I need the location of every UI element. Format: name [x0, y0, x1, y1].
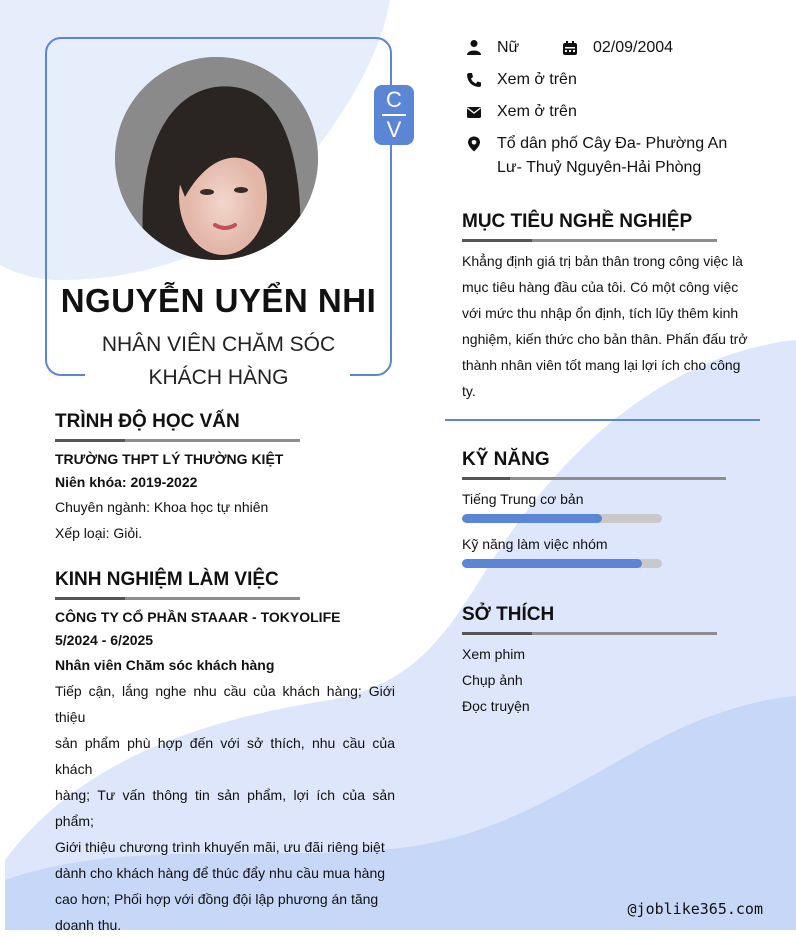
role-line2: KHÁCH HÀNG: [148, 366, 289, 389]
experience-period: 5/2024 - 6/2025: [55, 632, 154, 648]
experience-line: doanh thu.: [55, 917, 122, 933]
experience-title: KINH NGHIỆM LÀM VIỆC: [55, 569, 279, 590]
education-title: TRÌNH ĐỘ HỌC VẤN: [55, 411, 240, 432]
email-text: Xem ở trên: [497, 103, 577, 120]
phone-text: Xem ở trên: [497, 71, 577, 88]
hobbies-rule: [462, 632, 717, 635]
objective-text: [462, 248, 750, 404]
experience-line: hàng; Tư vấn thông tin sản phẩm, lợi ích của sản phẩm;: [55, 787, 395, 829]
hobby-item: Xem phim: [462, 646, 526, 662]
profile-photo: [115, 57, 318, 260]
objective-rule: [462, 239, 717, 242]
birthday-text: 02/09/2004: [593, 39, 674, 56]
experience-text: [55, 678, 395, 938]
objective-line: mục tiêu hàng đầu của tôi. Có một công việc: [462, 279, 739, 295]
experience-line: Tiếp cận, lắng nghe nhu cầu của khách hàng; Giới thiệu: [55, 683, 395, 725]
calendar-icon: [562, 40, 578, 56]
experience-line: sản phẩm phù hợp đến với sở thích, nhu cầu của khách: [55, 735, 395, 777]
phone-icon: [466, 72, 482, 88]
skills-rule: [462, 477, 726, 480]
skill-label: Tiếng Trung cơ bản: [462, 491, 584, 507]
experience-rule: [55, 597, 300, 600]
education-rule: [55, 439, 300, 442]
education-period: Niên khóa: 2019-2022: [55, 474, 198, 490]
role-line1: NHÂN VIÊN CHĂM SÓC: [101, 333, 336, 356]
profile-name: NGUYỄN UYỂN NHI: [60, 282, 377, 319]
cv-badge: [374, 85, 414, 145]
skills-title: KỸ NĂNG: [462, 449, 550, 470]
experience-position: Nhân viên Chăm sóc khách hàng: [55, 657, 275, 673]
experience-company: CÔNG TY CỔ PHẦN STAAAR - TOKYOLIFE: [55, 609, 341, 625]
education-school: TRƯỜNG THPT LÝ THƯỜNG KIỆT: [55, 451, 284, 467]
skill-bar-fill: [462, 514, 602, 523]
person-icon: [466, 39, 482, 55]
experience-line: dành cho khách hàng để thúc đẩy nhu cầu mua hàng: [55, 865, 386, 881]
skill-label: Kỹ năng làm việc nhóm: [462, 536, 608, 552]
profile-role: [45, 328, 392, 394]
objective-line: ty.: [462, 383, 476, 399]
objective-line: thành nhân viên tốt mang lại lợi ích cho công: [462, 357, 741, 373]
skill-bar: [462, 559, 662, 568]
section-divider: [445, 419, 760, 421]
address-line1: Tổ dân phố Cây Đa- Phường An: [497, 135, 728, 152]
hobby-item: Chụp ảnh: [462, 672, 523, 688]
location-icon: [466, 136, 482, 152]
skill-bar-fill: [462, 559, 642, 568]
hobby-item: Đọc truyện: [462, 698, 530, 714]
objective-line: nghiệm, kiến thức cho bản thân. Phấn đấu trở: [462, 331, 748, 347]
cv-badge-bottom: V: [386, 117, 402, 142]
experience-line: Giới thiệu chương trình khuyến mãi, ưu đãi riêng biệt: [55, 839, 385, 855]
gender-text: Nữ: [497, 39, 520, 56]
email-icon: [466, 104, 482, 120]
address-line2: Lư- Thuỷ Nguyên-Hải Phòng: [497, 159, 702, 176]
watermark-text: @joblike365.com: [627, 900, 763, 918]
cv-badge-top: C: [386, 87, 402, 112]
objective-line: với mức thu nhập ổn định, tích lũy thêm kinh: [462, 305, 739, 321]
education-grade: Xếp loại: Giỏi.: [55, 525, 143, 541]
address-text: [497, 132, 727, 180]
objective-title: MỤC TIÊU NGHỀ NGHIỆP: [462, 211, 693, 232]
education-major: Chuyên ngành: Khoa học tự nhiên: [55, 499, 269, 515]
objective-line: Khẳng định giá trị bản thân trong công việc là: [462, 253, 743, 269]
skill-bar: [462, 514, 662, 523]
hobbies-title: SỞ THÍCH: [462, 604, 555, 625]
experience-line: cao hơn; Phối hợp với đồng đội lập phương án tăng: [55, 891, 379, 907]
